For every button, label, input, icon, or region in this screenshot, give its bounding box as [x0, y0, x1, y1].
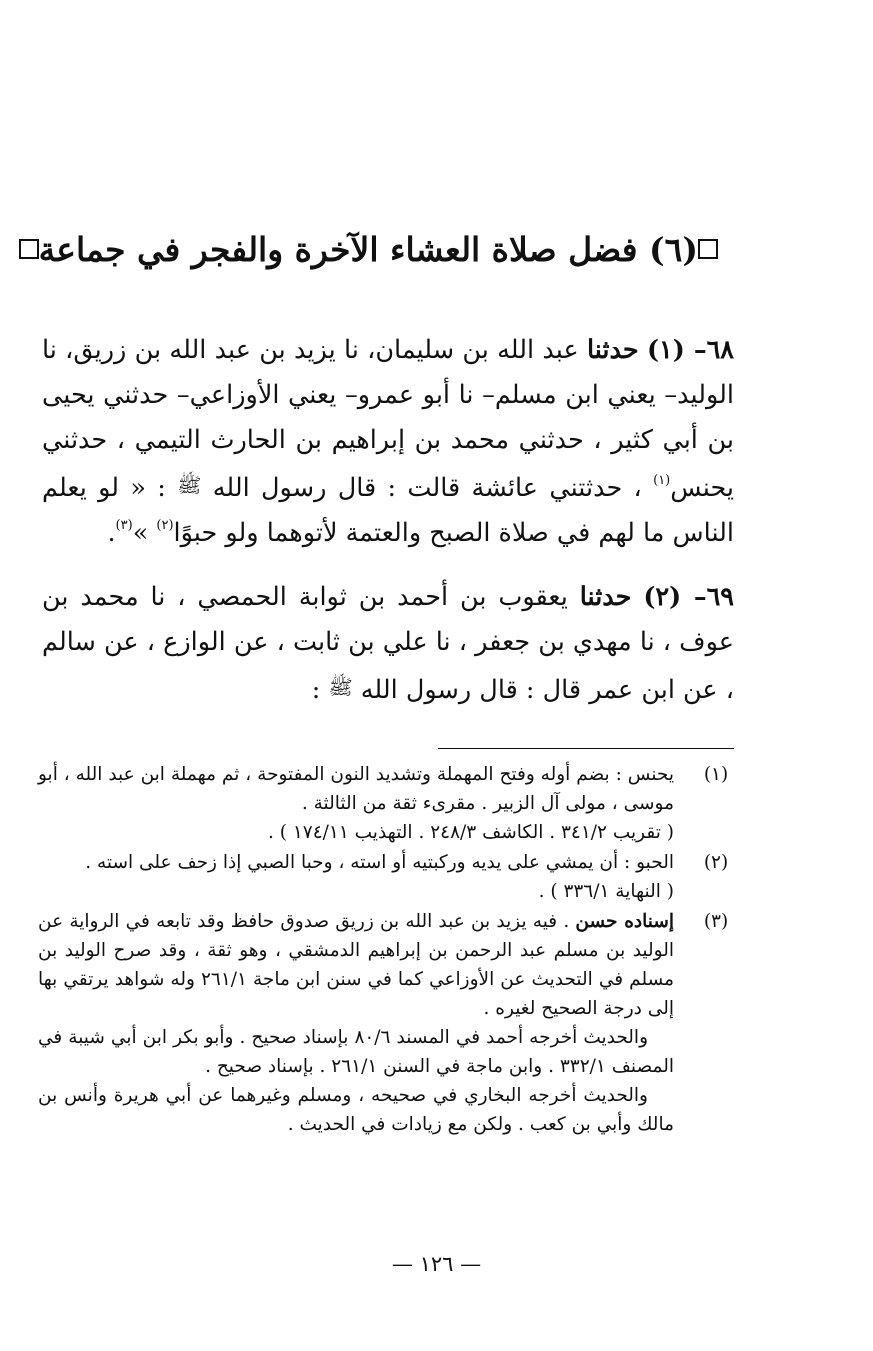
hadith-68-number: ٦٨– (١)	[646, 335, 735, 365]
hadith-68-text-4: »	[132, 518, 149, 548]
chapter-heading	[28, 224, 718, 274]
footnote-3	[38, 907, 734, 1139]
footnote-divider	[438, 748, 734, 749]
hadith-69-keyword: حدثنا	[579, 582, 632, 612]
footnote-1-line-1: يحنس : بضم أوله وفتح المهملة وتشديد النون المفتوحة ، ثم مهملة ابن عبد الله ، أبو موسى ، مولى آل الزبير . مقرىء ثقة من الثالثة .	[38, 764, 674, 814]
title-box-right	[698, 239, 718, 259]
chapter-title: (٦) فضل صلاة العشاء الآخرة والفجر في جماعة	[38, 229, 698, 269]
footnote-ref-1[interactable]: (١)	[653, 473, 671, 488]
honorific-icon: ﷺ	[328, 675, 353, 699]
footnote-2-mark: (٢)	[703, 852, 729, 873]
footnote-3-mark: (٣)	[703, 911, 729, 932]
footnote-3-para-3: والحديث أخرجه البخاري في صحيحه ، ومسلم وغيرهما عن أبي هريرة وأنس بن مالك وأبي بن كعب . ولكن مع زيادات في الحديث .	[38, 1085, 674, 1135]
hadith-68	[42, 328, 734, 556]
hadith-68-text-1: عبد الله بن سليمان، نا يزيد بن عبد الله بن زريق، نا الوليد– يعني ابن مسلم– نا أبو عمرو– يعني الأوزاعي– حدثني يحيى بن أبي كثير ، حدثني محمد بن إبراهيم بن الحارث التيمي ، حدثني يحنس	[42, 335, 735, 503]
footnote-2-line-1: الحبو : أن يمشي على يديه وركبتيه أو استه ، وحبا الصبي إذا زحف على استه .	[85, 852, 674, 873]
hadith-69	[42, 575, 734, 713]
footnote-3-keyword: إسناده حسن	[575, 911, 674, 932]
footnote-ref-2[interactable]: (٢)	[156, 518, 174, 533]
footnote-3-para-1-text: . فيه يزيد بن عبد الله بن زريق صدوق حافظ وقد تابعه في الرواية عن الوليد بن مسلم عبد الرحمن بن إبراهيم الدمشقي ، وهو ثقة ، وقد صرح الوليد بن مسلم في التحديث عن الأوزاعي كما في سنن ابن ماجة ٢٦١/١ وله شواهد يرتقي بها إلى درجة الصحيح لغيره .	[38, 911, 674, 1019]
footnote-3-para-1	[38, 907, 674, 1023]
title-box-left	[19, 239, 39, 259]
hadith-68-text-3: : « لو يعلم الناس ما لهم في صلاة الصبح والعتمة لأتوهما ولو حبوًا	[42, 473, 734, 548]
hadith-69-paragraph	[42, 575, 734, 713]
hadith-68-keyword: حدثنا	[586, 335, 639, 365]
hadith-69-text-1: يعقوب بن أحمد بن ثوابة الحمصي ، نا محمد بن عوف ، نا مهدي بن جعفر ، نا علي بن ثابت ، عن الوازع ، عن سالم ، عن ابن عمر قال : قال رسول الله	[42, 582, 734, 705]
footnote-2-line-2: ( النهاية ٣٣٦/١ ) .	[538, 881, 674, 902]
footnote-1-line-2: ( تقريب ٣٤١/٢ . الكاشف ٢٤٨/٣ . التهذيب ١٧٤/١١ ) .	[267, 822, 674, 843]
hadith-69-text-2: :	[311, 675, 321, 705]
footnote-ref-3[interactable]: (٣)	[115, 518, 133, 533]
footnote-1-mark: (١)	[703, 764, 729, 785]
hadith-68-text-5: .	[107, 518, 116, 548]
page-number: — ١٢٦ —	[391, 1252, 482, 1276]
hadith-68-text-2: ، حدثتني عائشة قالت : قال رسول الله	[212, 473, 642, 503]
footnote-2	[38, 848, 734, 906]
footnotes-section	[38, 760, 734, 1140]
footnote-3-para-2: والحديث أخرجه أحمد في المسند ٨٠/٦ بإسناد صحيح . وأبو بكر ابن أبي شيبة في المصنف ٣٣٢/١ . وابن ماجة في السنن ٢٦١/١ . بإسناد صحيح .	[38, 1027, 674, 1077]
footnote-1	[38, 760, 734, 847]
hadith-68-paragraph	[42, 328, 734, 556]
hadith-69-number: ٦٩– (٢)	[643, 582, 735, 612]
honorific-icon: ﷺ	[177, 473, 202, 497]
